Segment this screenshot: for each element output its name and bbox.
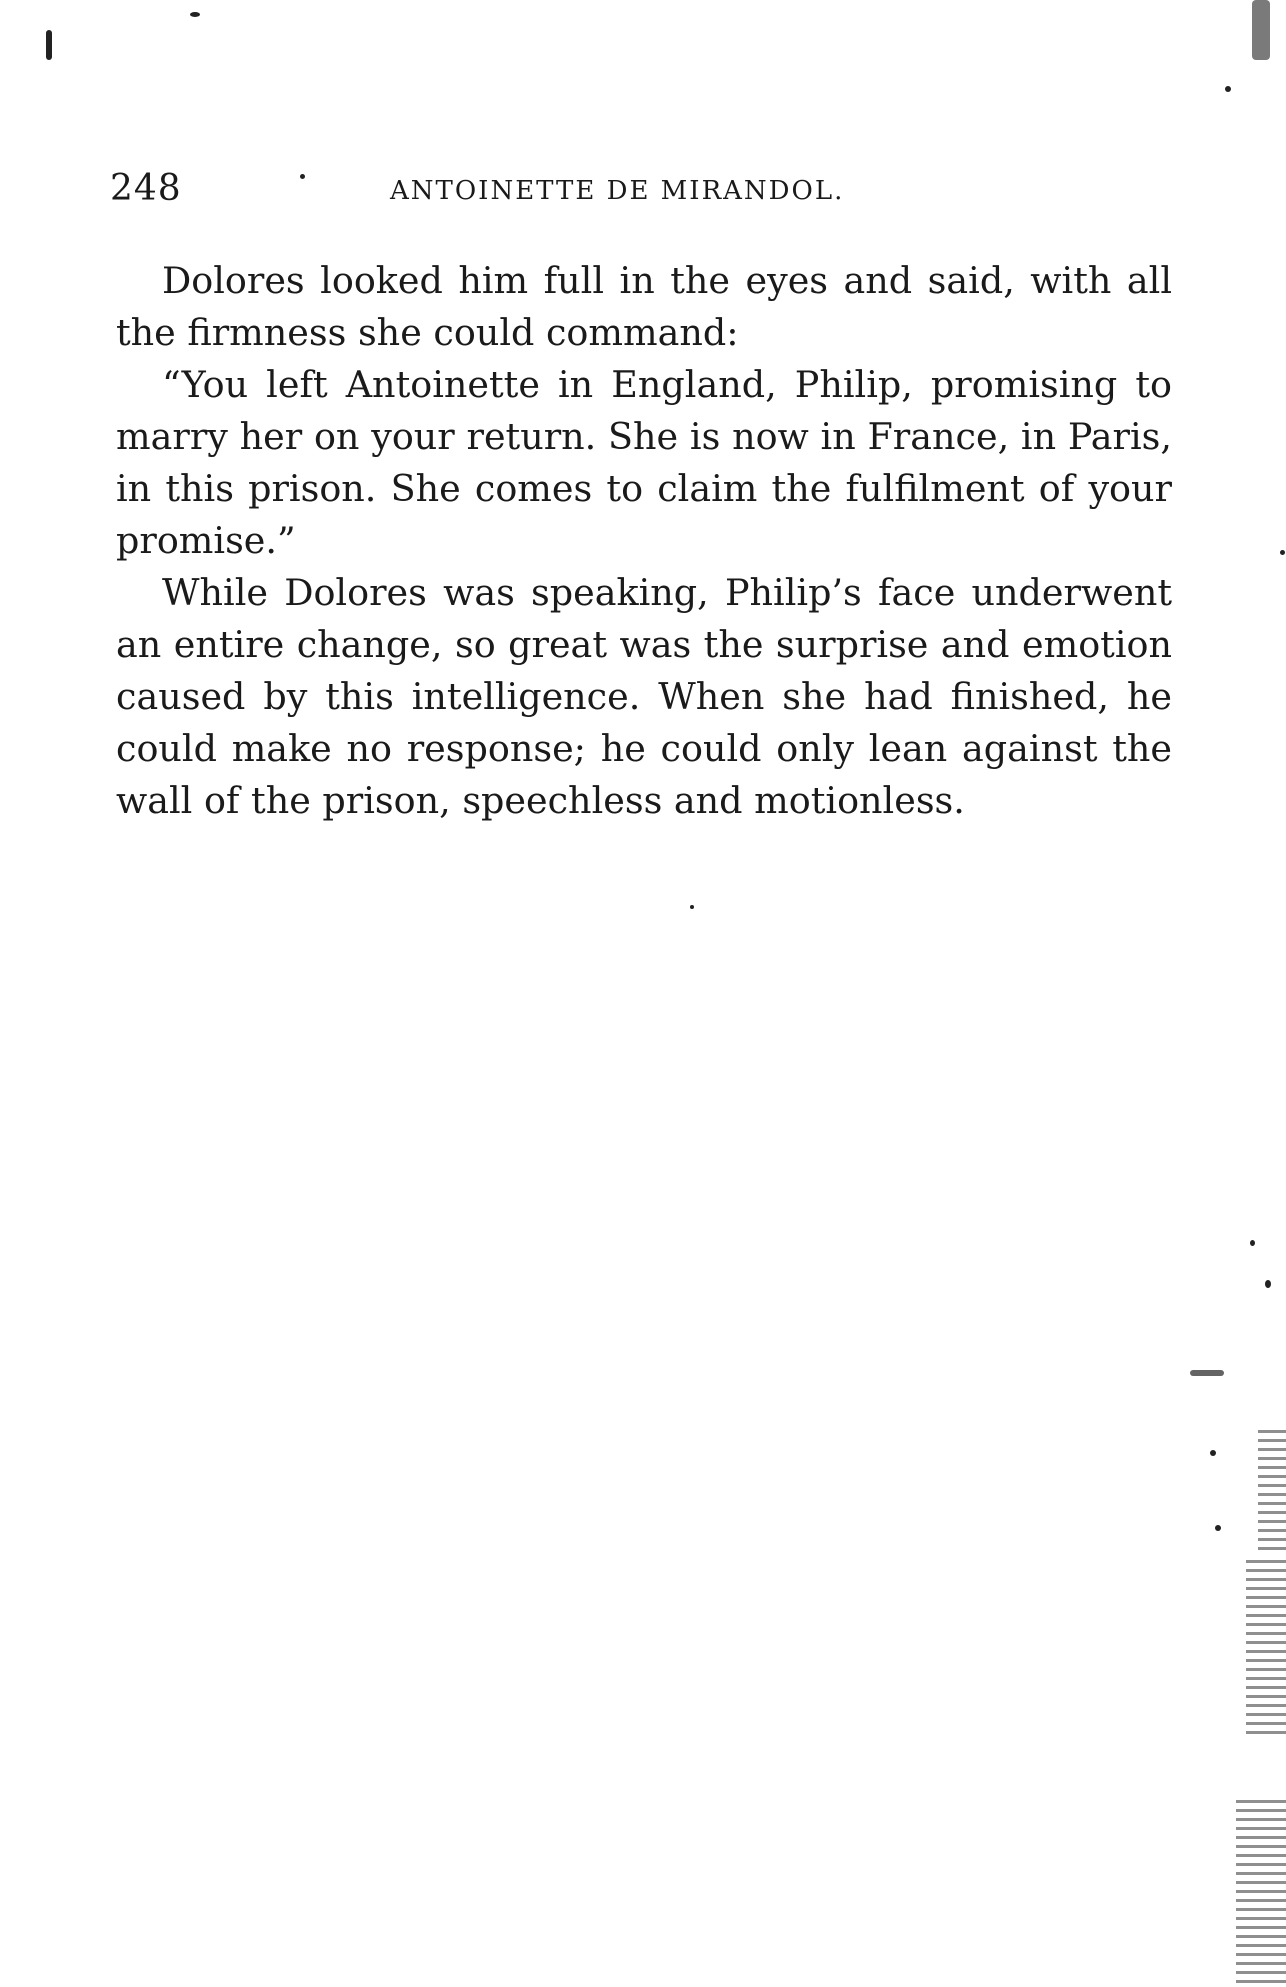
binding-edge — [1246, 1560, 1286, 1740]
binding-edge — [1236, 1800, 1286, 1987]
paragraph-2: “You left Antoinette in England, Philip, promising to marry her on your return. She is now in France, in Paris, in this prison. She comes to claim the fulfilment of your promise.” — [116, 363, 1172, 562]
page-number: 248 — [110, 168, 182, 209]
scan-speck — [1225, 86, 1231, 92]
running-head — [110, 168, 910, 216]
scan-speck — [1265, 1280, 1271, 1288]
scan-speck — [1210, 1450, 1216, 1456]
scan-speck — [1190, 1370, 1224, 1376]
paragraph-1: Dolores looked him full in the eyes and said, with all the firmness she could command: — [116, 259, 1172, 354]
scan-speck — [1250, 1240, 1255, 1246]
paragraph-3: While Dolores was speaking, Philip’s face underwent an entire change, so great was the surprise and emotion caused by this intelligence. When she had finished, he could make no response; he could only lean against the wall of the prison, speechless and motionless. — [116, 571, 1172, 822]
scan-speck — [46, 30, 52, 60]
body-text — [116, 255, 1172, 827]
scan-speck — [1280, 550, 1285, 555]
running-title: ANTOINETTE DE MIRANDOL. — [390, 176, 845, 206]
scan-speck — [1252, 0, 1270, 60]
binding-edge — [1258, 1430, 1286, 1550]
scan-speck — [190, 12, 200, 17]
scan-speck — [690, 905, 694, 909]
scan-speck — [300, 174, 305, 179]
scan-speck — [1215, 1525, 1221, 1531]
